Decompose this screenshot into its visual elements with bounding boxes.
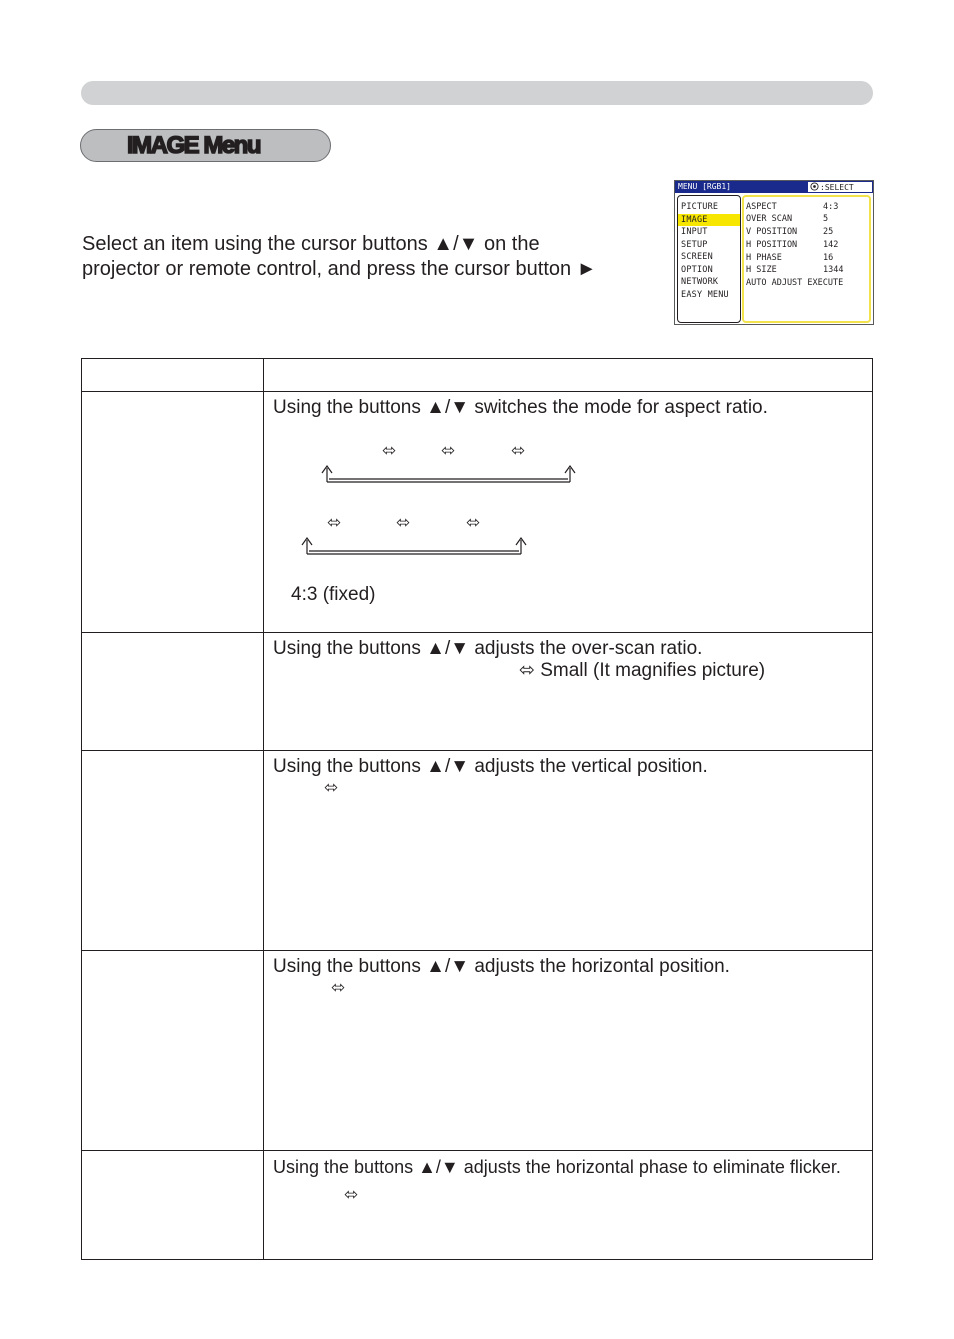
- header-bar: [81, 81, 873, 105]
- osd-menu-item[interactable]: NETWORK: [681, 277, 719, 287]
- aspect-fixed-note: 4:3 (fixed): [291, 584, 376, 605]
- osd-setting-value: 1344: [823, 265, 844, 275]
- osd-setting-value: 25: [823, 227, 834, 237]
- osd-menu-item[interactable]: IMAGE: [681, 215, 708, 225]
- settings-table: [81, 358, 873, 1260]
- osd-menu-screenshot: [674, 180, 874, 325]
- osd-auto-adjust[interactable]: AUTO ADJUST EXECUTE: [746, 278, 844, 288]
- table-header-divider: [81, 391, 873, 392]
- osd-setting-value: 4:3: [823, 202, 839, 212]
- osd-title: MENU [RGB1]: [678, 182, 731, 191]
- cycle-arrow-icon: ⬄: [441, 441, 456, 461]
- osd-title-bar: [675, 181, 873, 193]
- osd-menu-item[interactable]: INPUT: [681, 227, 708, 237]
- v-position-description: Using the buttons ▲/▼ adjusts the vertical position.: [273, 756, 708, 777]
- table-row-divider: [81, 750, 873, 751]
- cycle-loop-icon: [297, 534, 531, 558]
- cursor-pad-icon: [810, 182, 819, 191]
- cycle-arrow-icon: ⬄: [382, 441, 397, 461]
- osd-menu-item[interactable]: SCREEN: [681, 252, 713, 262]
- table-row-divider: [81, 950, 873, 951]
- osd-select-hint: [808, 182, 872, 192]
- osd-setting-name[interactable]: H SIZE: [746, 265, 777, 275]
- osd-menu-item[interactable]: PICTURE: [681, 202, 719, 212]
- cycle-loop-icon: [318, 462, 580, 486]
- osd-setting-value: 142: [823, 240, 839, 250]
- aspect-description: Using the buttons ▲/▼ switches the mode for aspect ratio.: [273, 397, 768, 418]
- osd-setting-name[interactable]: ASPECT: [746, 202, 777, 212]
- h-phase-description: Using the buttons ▲/▼ adjusts the horizontal phase to eliminate flicker.: [273, 1157, 841, 1177]
- cycle-arrow-icon: ⬄: [327, 513, 342, 533]
- intro-text: [82, 232, 596, 282]
- range-arrow-icon: ⬄: [331, 978, 346, 998]
- range-arrow-icon: ⬄: [344, 1185, 359, 1205]
- osd-menu-item[interactable]: EASY MENU: [681, 290, 729, 300]
- osd-setting-name[interactable]: V POSITION: [746, 227, 798, 237]
- h-position-description: Using the buttons ▲/▼ adjusts the horizontal position.: [273, 956, 730, 977]
- osd-setting-value: 16: [823, 253, 834, 263]
- page-title: IMAGE Menu: [127, 132, 260, 159]
- osd-setting-name[interactable]: OVER SCAN: [746, 214, 793, 224]
- cycle-arrow-icon: ⬄: [466, 513, 481, 533]
- over-scan-description: Using the buttons ▲/▼ adjusts the over-scan ratio.: [273, 638, 703, 659]
- table-row-divider: [81, 1150, 873, 1151]
- cycle-arrow-icon: ⬄: [511, 441, 526, 461]
- osd-setting-name[interactable]: H PHASE: [746, 253, 782, 263]
- osd-menu-item[interactable]: SETUP: [681, 240, 708, 250]
- intro-line-1: Select an item using the cursor buttons ▲/▼ on the: [82, 233, 540, 255]
- osd-setting-value: 5: [823, 214, 829, 224]
- cycle-arrow-icon: ⬄: [396, 513, 411, 533]
- osd-menu-item[interactable]: OPTION: [681, 265, 713, 275]
- range-arrow-icon: ⬄: [324, 778, 339, 798]
- intro-line-2: projector or remote control, and press the cursor button ►: [82, 258, 597, 280]
- table-row-divider: [81, 632, 873, 633]
- osd-select-label: :SELECT: [820, 183, 854, 192]
- osd-setting-name[interactable]: H POSITION: [746, 240, 798, 250]
- over-scan-range-note: ⬄ Small (It magnifies picture): [519, 660, 766, 681]
- section-title-pill: [80, 129, 331, 162]
- table-column-divider: [263, 358, 264, 1260]
